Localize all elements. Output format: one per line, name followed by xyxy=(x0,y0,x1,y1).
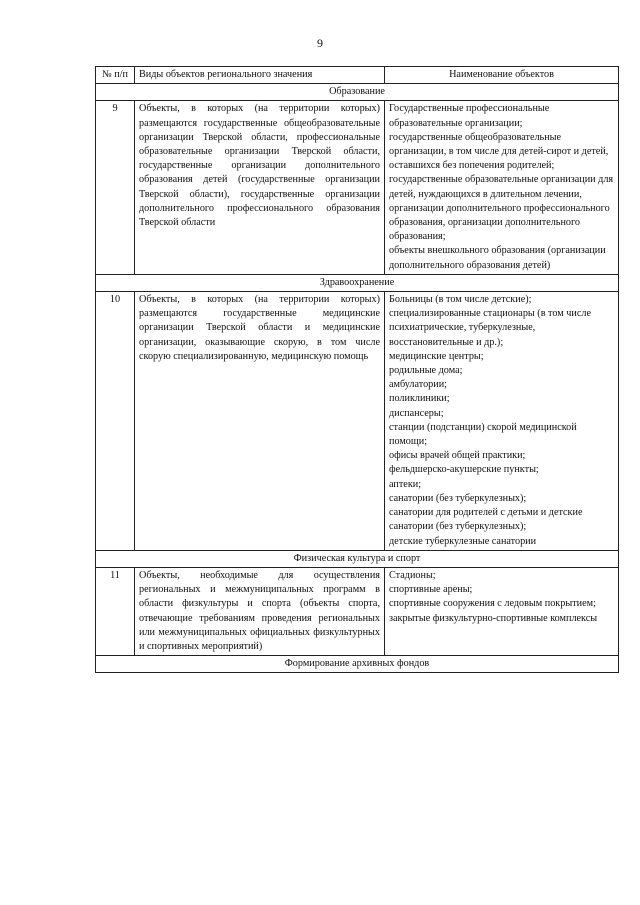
section-row-education xyxy=(96,84,619,101)
section-title: Формирование архивных фондов xyxy=(96,656,619,673)
object-name: объекты внешкольного образования (организации дополнительного образования детей) xyxy=(389,245,606,271)
object-name: государственные образовательные организации для детей, нуждающихся в длительном лечении, организации дополнительного профессионального образования, организации дополнительного образования; xyxy=(389,174,614,243)
object-name: фельдшерско-акушерские пункты; xyxy=(389,464,539,476)
object-name: специализированные стационары (в том числе психиатрические, туберкулезные, восстановительные и др.); xyxy=(389,308,591,348)
row-description: Объекты, в которых (на территории которых) размещаются государственные медицинские организации Тверской области и медицинские организации, оказывающие скорую, в том числе скорую специализированную, медицинскую помощь xyxy=(135,292,385,551)
table-row xyxy=(96,292,619,551)
header-num: № п/п xyxy=(96,67,135,84)
section-row-healthcare xyxy=(96,274,619,291)
object-name: Государственные профессиональные образовательные организации; xyxy=(389,103,550,129)
object-name: поликлиники; xyxy=(389,393,450,405)
object-name: государственные общеобразовательные организации, в том числе для детей-сирот и детей, оставшихся без попечения родителей; xyxy=(389,131,609,172)
object-name: санатории для родителей с детьми и детские санатории (без туберкулезных); xyxy=(389,507,583,533)
section-row-archives xyxy=(96,656,619,673)
row-names xyxy=(385,101,619,274)
object-name: амбулатории; xyxy=(389,379,447,391)
object-name: офисы врачей общей практики; xyxy=(389,450,526,462)
object-name: спортивные сооружения с ледовым покрытием; xyxy=(389,598,596,610)
section-title: Здравоохранение xyxy=(96,274,619,291)
section-row-sport xyxy=(96,550,619,567)
row-num: 9 xyxy=(96,101,135,274)
header-types: Виды объектов регионального значения xyxy=(135,67,385,84)
row-names xyxy=(385,567,619,655)
row-num: 10 xyxy=(96,292,135,551)
row-names xyxy=(385,292,619,551)
object-name: диспансеры; xyxy=(389,407,444,419)
object-name: Стадионы; xyxy=(389,569,436,581)
object-name: детские туберкулезные санатории xyxy=(389,535,537,547)
page-number: 9 xyxy=(317,36,323,50)
section-title: Образование xyxy=(96,84,619,101)
table-row xyxy=(96,101,619,274)
object-name: санатории (без туберкулезных); xyxy=(389,492,527,504)
object-name: закрытые физкультурно-спортивные комплексы xyxy=(389,612,598,624)
object-name: станции (подстанции) скорой медицинской помощи; xyxy=(389,421,577,448)
object-name: Больницы (в том числе детские); xyxy=(389,294,532,306)
object-name: спортивные арены; xyxy=(389,584,473,596)
row-description: Объекты, необходимые для осуществления региональных и межмуниципальных программ в области физкультуры и спорта (объекты спорта, отвечающие требованиям проведения региональных или межмуниципальных официальных физкультурных и спортивных мероприятий) xyxy=(135,567,385,655)
table-header-row xyxy=(96,67,619,84)
object-name: аптеки; xyxy=(389,478,422,490)
section-title: Физическая культура и спорт xyxy=(96,550,619,567)
object-name: родильные дома; xyxy=(389,365,463,377)
row-description: Объекты, в которых (на территории которых) размещаются государственные общеобразовательные организации Тверской области, профессиональные образовательные организации Тверской области, государственные организации дополнительного образования детей (государственные организации Тверской области), государственные организации дополнительного профессионального образования Тверской области xyxy=(135,101,385,274)
object-name: медицинские центры; xyxy=(389,350,484,362)
objects-table xyxy=(95,66,619,673)
header-names: Наименование объектов xyxy=(385,67,619,84)
table-row xyxy=(96,567,619,655)
row-num: 11 xyxy=(96,567,135,655)
